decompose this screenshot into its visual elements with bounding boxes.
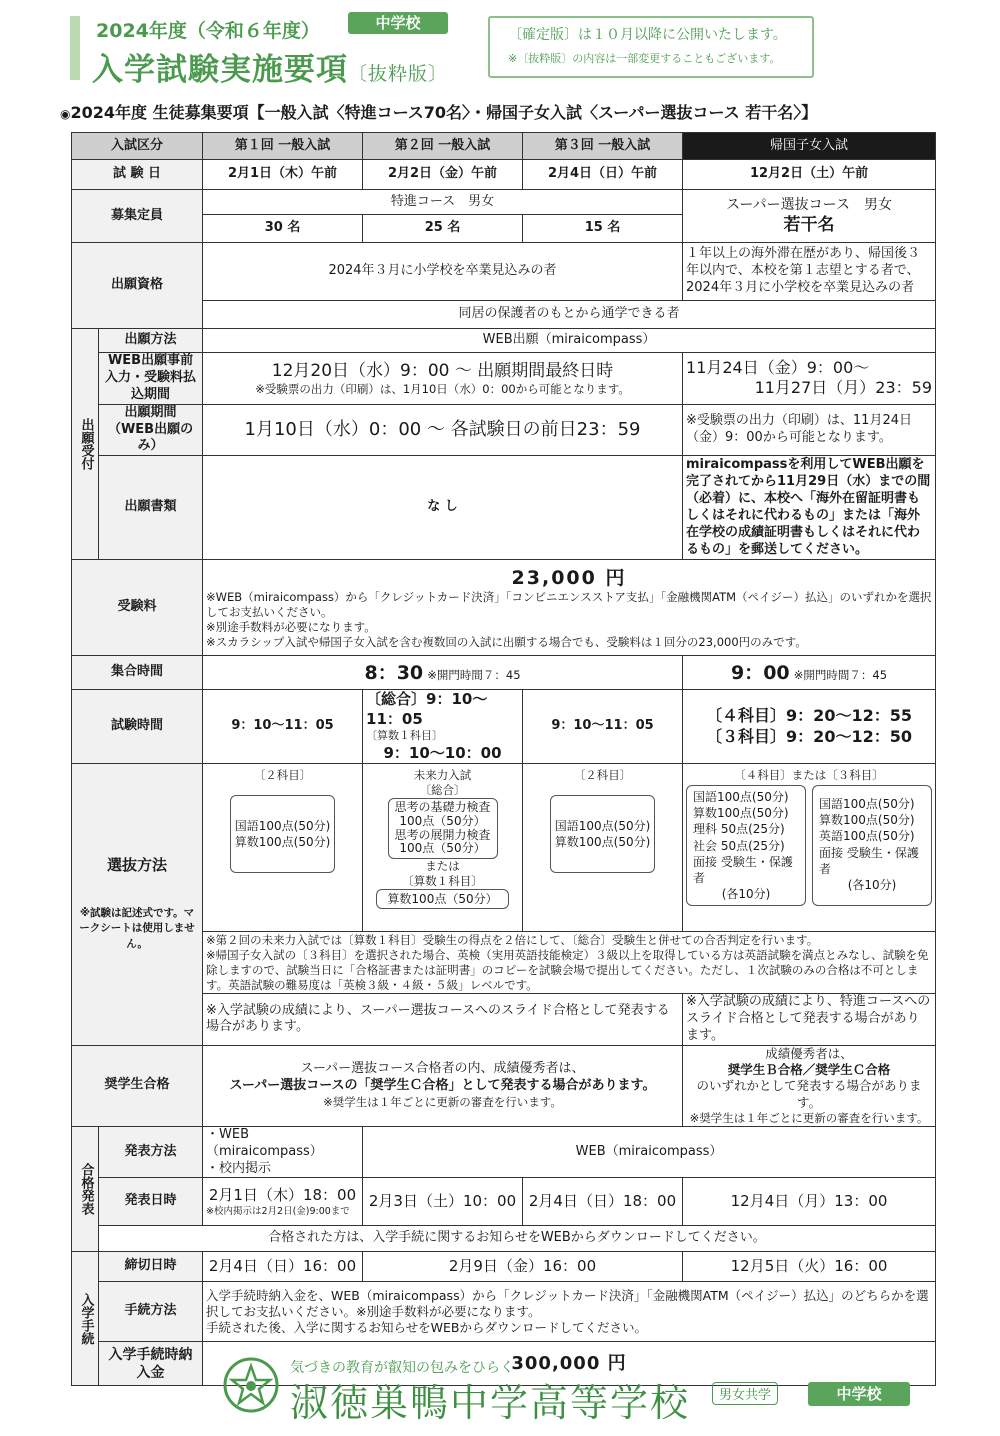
qualification-common: 同居の保護者のもとから通学できる者 <box>203 301 936 329</box>
announce-method-first <box>203 1126 363 1178</box>
school-logo-icon <box>222 1356 280 1418</box>
selection-second-line-3: 思考の展開力検査 <box>394 827 491 842</box>
scholarship-general <box>203 1045 683 1126</box>
selection-first <box>203 764 363 932</box>
scholarship-label: 奨学生合格 <box>72 1045 203 1126</box>
fee-note-2: ※別途手数料が必要になります。 <box>206 620 376 635</box>
fee-amount: 23,000 円 <box>511 566 627 589</box>
app-docs-label: 出願書類 <box>99 456 203 560</box>
footer-school-tag: 中学校 <box>808 1382 910 1406</box>
scholarship-general-1: スーパー選抜コース合格者の内、成績優秀者は、 <box>300 1061 585 1077</box>
selection-kikoku4-line-5: 面接 受験生・保護者 <box>693 854 793 886</box>
application-group-label: 出願受付 <box>72 329 99 560</box>
procedure-method <box>203 1282 936 1342</box>
announce-date-row <box>72 1178 936 1226</box>
selection-kikoku4-line-3: 理科 50点(25分) <box>693 822 785 837</box>
app-period-label: 出願期間（WEB出願のみ） <box>99 404 203 456</box>
assembly-kikoku-note: ※開門時間７：45 <box>793 667 888 682</box>
selection-second-box <box>388 798 498 859</box>
announce-date-first-note: ※校内掲示は2月2日(金)9:00まで <box>206 1205 350 1217</box>
header-school-tag: 中学校 <box>348 12 448 34</box>
fee-note-1: ※WEB（miraicompass）から「クレジットカード決済」「コンビニエンスストア支払」「金融機関ATM（ペイジー）払込」のいずれかを選択してお支払いください。 <box>206 590 932 620</box>
exam-day-second: 2月2日（金）午前 <box>363 160 523 190</box>
selection-kikoku <box>683 764 936 932</box>
announce-method-rest: WEB（miraicompass） <box>363 1126 936 1178</box>
fee-row <box>72 560 936 656</box>
app-period-general: 1月10日（水）0：00 ～ 各試験日の前日23：59 <box>203 404 683 456</box>
scholarship-kikoku-3: のいずれかとして発表する場合があります。 <box>696 1078 922 1110</box>
scholarship-kikoku <box>683 1045 936 1126</box>
qualification-kikoku: １年以上の海外滞在歴があり、帰国後３年以内で、本校を第１志望とする者で、2024年３月に小学校を卒業見込みの者 <box>683 243 936 301</box>
selection-kikoku3-line-1: 国語100点(50分) <box>819 797 915 812</box>
announce-method-first-2: ・校内掲示 <box>206 1160 272 1176</box>
selection-label-cell <box>72 764 203 1046</box>
exam-time-kikoku-b: 〔３科目〕9：20～12：50 <box>706 726 912 746</box>
scholarship-general-3: ※奨学生は１年ごとに更新の審査を行います。 <box>323 1095 562 1110</box>
selection-note-1: ※第２回の未来力入試では〔算数１科目〕受験生の得点を２倍にして、〔総合〕受験生と併せての合否判定を行います。 <box>206 932 819 947</box>
selection-first-head: 〔２科目〕 <box>253 768 312 783</box>
scholarship-kikoku-4: ※奨学生は１年ごとに更新の審査を行います。 <box>689 1110 929 1125</box>
app-pre-row <box>72 353 936 405</box>
capacity-second: 25 名 <box>363 215 523 243</box>
col-first: 第１回 一般入試 <box>203 133 363 160</box>
announce-date-first-text: 2月1日（木）18：00 <box>208 1186 357 1204</box>
selection-kikoku3-line-5: (各10分) <box>847 878 897 893</box>
selection-kikoku4-line-6: (各10分) <box>721 887 771 902</box>
selection-second-line-4: 100点（50分） <box>399 841 486 856</box>
announce-download: 合格された方は、入学手続に関するお知らせをWEBからダウンロードしてください。 <box>99 1226 936 1252</box>
assembly-label: 集合時間 <box>72 656 203 690</box>
deadline-first: 2月4日（日）16：00 <box>203 1252 363 1282</box>
page-title-suffix: 〔抜粋版〕 <box>348 63 449 85</box>
exam-time-second-a: 〔総合〕9：10～11：05 <box>366 690 488 728</box>
deadline-second-third: 2月9日（金）16：00 <box>363 1252 683 1282</box>
deadline-row <box>72 1252 936 1282</box>
deadline-kikoku: 12月5日（火）16：00 <box>683 1252 936 1282</box>
col-second: 第２回 一般入試 <box>363 133 523 160</box>
selection-kikoku-box3 <box>812 785 932 906</box>
app-period-row <box>72 404 936 456</box>
app-pre-kikoku-2: 11月27日（月）23：59 <box>754 378 933 398</box>
exam-time-kikoku-a: 〔４科目〕9：20～12：55 <box>706 705 912 725</box>
selection-third-line-2: 算数100点(50分) <box>554 835 651 850</box>
announce-date-kikoku: 12月4日（月）13：00 <box>683 1178 936 1226</box>
fee-cell <box>203 560 936 656</box>
selection-label-note: ※試験は記述式です。マークシートは使用しません。 <box>79 906 195 951</box>
announce-date-third: 2月4日（日）18：00 <box>523 1178 683 1226</box>
selection-label: 選抜方法 <box>107 856 168 875</box>
scholarship-kikoku-2: 奨学生Ｂ合格／奨学生Ｃ合格 <box>727 1062 891 1078</box>
selection-kikoku4-line-2: 算数100点(50分) <box>693 806 789 821</box>
app-method-row <box>72 329 936 353</box>
procedure-group-label: 入学手続 <box>72 1252 99 1386</box>
selection-first-line-2: 算数100点(50分) <box>234 835 331 850</box>
selection-third-box <box>550 795 656 873</box>
procedure-fee-label: 入学手続時納入金 <box>99 1342 203 1386</box>
selection-second-sub: 〔算数１科目〕 <box>402 874 483 889</box>
capacity-first: 30 名 <box>203 215 363 243</box>
page-title-text: 入学試験実施要項 <box>92 52 348 88</box>
notice-line-1: 〔確定版〕は１０月以降に公開いたします。 <box>508 27 787 43</box>
exam-day-third: 2月4日（日）午前 <box>523 160 683 190</box>
selection-note-2: ※帰国子女入試の〔３科目〕を選択された場合、英検（実用英語技能検定）３級以上を取得している方は英語試験を満点とみなし、試験を免除しますので、試験当日に「合格証書または証明書」のコピーを試験会場で提出してください。ただし、１次試験のみの合格は不可とします。英語試験の難易度は「英検３級・４級・５級」レベルです。 <box>206 947 929 992</box>
selection-third <box>523 764 683 932</box>
selection-kikoku4-line-4: 社会 50点(25分) <box>693 838 785 853</box>
app-pre-kikoku <box>683 353 936 405</box>
procedure-method-label: 手続方法 <box>99 1282 203 1342</box>
selection-kikoku-box4 <box>686 785 806 906</box>
selection-second-line-1: 思考の基礎力検査 <box>394 800 491 815</box>
selection-second <box>363 764 523 932</box>
selection-kikoku3-line-4: 面接 受験生・保護者 <box>819 845 919 876</box>
app-pre-general-text: 12月20日（水）9：00 ～ 出願期間最終日時 <box>271 360 614 381</box>
procedure-fee: 300,000 円 <box>203 1342 936 1386</box>
header-year: 2024年度（令和６年度） <box>96 20 320 42</box>
selection-row <box>72 764 936 932</box>
selection-first-line-1: 国語100点(50分) <box>234 819 331 834</box>
exam-day-kikoku: 12月2日（土）午前 <box>683 160 936 190</box>
footer-school-name: 淑徳巣鴨中学高等学校 <box>290 1381 691 1425</box>
selection-kikoku-head: 〔４科目〕または〔３科目〕 <box>734 768 884 783</box>
announce-method-label: 発表方法 <box>99 1126 203 1178</box>
announce-method-row <box>72 1126 936 1178</box>
selection-slide-kikoku: ※入学試験の成績により、特進コースへのスライド合格として発表する場合があります。 <box>683 994 936 1046</box>
exam-time-second-b-label: 〔算数１科目〕 <box>366 729 444 743</box>
announce-method-first-1: ・WEB（miraicompass） <box>206 1126 323 1159</box>
announce-date-first <box>203 1178 363 1226</box>
section-title-text: 2024年度 生徒募集要項【一般入試〈特進コース70名〉・帰国子女入試〈スーパー選抜コース 若干名〉】 <box>70 103 818 122</box>
selection-kikoku3-line-3: 英語100点(50分) <box>819 829 915 844</box>
app-pre-kikoku-1: 11月24日（金）9：00～ <box>686 357 870 377</box>
assembly-general-note: ※開門時間７：45 <box>427 667 521 682</box>
app-method: WEB出願（miraicompass） <box>203 329 936 353</box>
selection-second-head-1: 未来力入試 <box>413 768 472 783</box>
header-accent-bar <box>70 16 80 80</box>
capacity-kikoku <box>683 190 936 243</box>
qualification-row <box>72 243 936 301</box>
selection-third-line-1: 国語100点(50分) <box>554 819 651 834</box>
notice-box <box>488 16 814 78</box>
notice-line-2: ※〔抜粋版〕の内容は一部変更することもございます。 <box>508 52 781 65</box>
procedure-method-2: 手続された後、入学に関するお知らせをWEBからダウンロードしてください。 <box>206 1320 647 1336</box>
header-row <box>72 133 936 160</box>
capacity-course-kikoku: スーパー選抜コース 男女 <box>726 196 892 213</box>
fee-note-3: ※スカラシップ入試や帰国子女入試を含む複数回の入試に出願する場合でも、受験料は１回分の23,000円のみです。 <box>206 635 807 650</box>
announce-date-label: 発表日時 <box>99 1178 203 1226</box>
app-period-kikoku-note: ※受験票の出力（印刷）は、11月24日（金）9：00から可能となります。 <box>683 404 936 456</box>
selection-slide-general: ※入学試験の成績により、スーパー選抜コースへのスライド合格として発表する場合があります。 <box>203 994 683 1046</box>
footer-slogan: 気づきの教育が叡知の包みをひらく <box>290 1360 514 1376</box>
selection-third-head: 〔２科目〕 <box>573 768 632 783</box>
col-label: 入試区分 <box>72 133 203 160</box>
selection-kikoku4-line-1: 国語100点(50分) <box>693 790 789 805</box>
procedure-method-1: 入学手続時納入金を、WEB（miraicompass）から「クレジットカード決済」「金融機関ATM（ペイジー）払込」のどちらかを選択してお支払いください。※別途手数料が必要になります。 <box>206 1287 929 1319</box>
app-pre-general <box>203 353 683 405</box>
section-title <box>60 100 817 123</box>
assembly-general-time: 8：30 <box>364 661 424 684</box>
fee-label: 受験料 <box>72 560 203 656</box>
exam-time-first: 9：10～11：05 <box>203 690 363 764</box>
selection-first-box <box>230 795 336 873</box>
app-pre-label: WEB出願事前入力・受験料払込期間 <box>99 353 203 405</box>
deadline-label: 締切日時 <box>99 1252 203 1282</box>
capacity-kikoku-num: 若干名 <box>783 215 835 236</box>
announce-date-second: 2月3日（土）10：00 <box>363 1178 523 1226</box>
capacity-row-1 <box>72 190 936 215</box>
admission-table <box>71 132 936 1386</box>
selection-notes <box>203 932 936 994</box>
procedure-method-row <box>72 1282 936 1342</box>
selection-second-line-2: 100点（50分） <box>399 813 486 828</box>
scholarship-kikoku-1: 成績優秀者は、 <box>765 1045 853 1061</box>
col-third: 第３回 一般入試 <box>523 133 683 160</box>
selection-kikoku-boxes <box>686 785 932 906</box>
app-docs-row <box>72 456 936 560</box>
exam-time-second-b: 9：10～10：00 <box>383 743 502 762</box>
selection-second-box2: 算数100点（50分） <box>376 889 508 909</box>
assembly-kikoku <box>683 656 936 690</box>
assembly-kikoku-time: 9：00 <box>730 661 790 684</box>
capacity-course-general: 特進コース 男女 <box>203 190 683 215</box>
capacity-label: 募集定員 <box>72 190 203 243</box>
exam-time-kikoku <box>683 690 936 764</box>
page-title <box>92 44 448 89</box>
exam-time-row <box>72 690 936 764</box>
col-kikoku: 帰国子女入試 <box>683 133 936 160</box>
assembly-row <box>72 656 936 690</box>
exam-day-label: 試 験 日 <box>72 160 203 190</box>
qualification-label: 出願資格 <box>72 243 203 329</box>
footer-coed-badge: 男女共学 <box>712 1382 778 1405</box>
app-pre-general-note: ※受験票の出力（印刷）は、1月10日（水）0：00から可能となります。 <box>255 381 630 396</box>
exam-time-second <box>363 690 523 764</box>
app-docs-kikoku: miraicompassを利用してWEB出願を完了されてから11月29日（水）までの間（必着）に、本校へ「海外在留証明書もしくはそれに代わるもの」または「海外在学校の成績証明書もしくはそれに代わるもの」を郵送してください。 <box>683 456 936 560</box>
bullet-icon: ◉ <box>60 107 71 121</box>
scholarship-row <box>72 1045 936 1126</box>
selection-second-head-2: 〔総合〕 <box>419 783 466 798</box>
announce-group-label: 合格発表 <box>72 1126 99 1252</box>
selection-second-or: または <box>425 859 460 874</box>
scholarship-general-2: スーパー選抜コースの「奨学生Ｃ合格」として発表する場合があります。 <box>229 1078 656 1094</box>
exam-time-third: 9：10～11：05 <box>523 690 683 764</box>
app-method-label: 出願方法 <box>99 329 203 353</box>
announce-download-row <box>72 1226 936 1252</box>
selection-kikoku3-line-2: 算数100点(50分) <box>819 813 915 828</box>
exam-day-row <box>72 160 936 190</box>
app-docs-general: な し <box>203 456 683 560</box>
exam-time-label: 試験時間 <box>72 690 203 764</box>
assembly-general <box>203 656 683 690</box>
qualification-general: 2024年３月に小学校を卒業見込みの者 <box>203 243 683 301</box>
exam-day-first: 2月1日（木）午前 <box>203 160 363 190</box>
capacity-third: 15 名 <box>523 215 683 243</box>
